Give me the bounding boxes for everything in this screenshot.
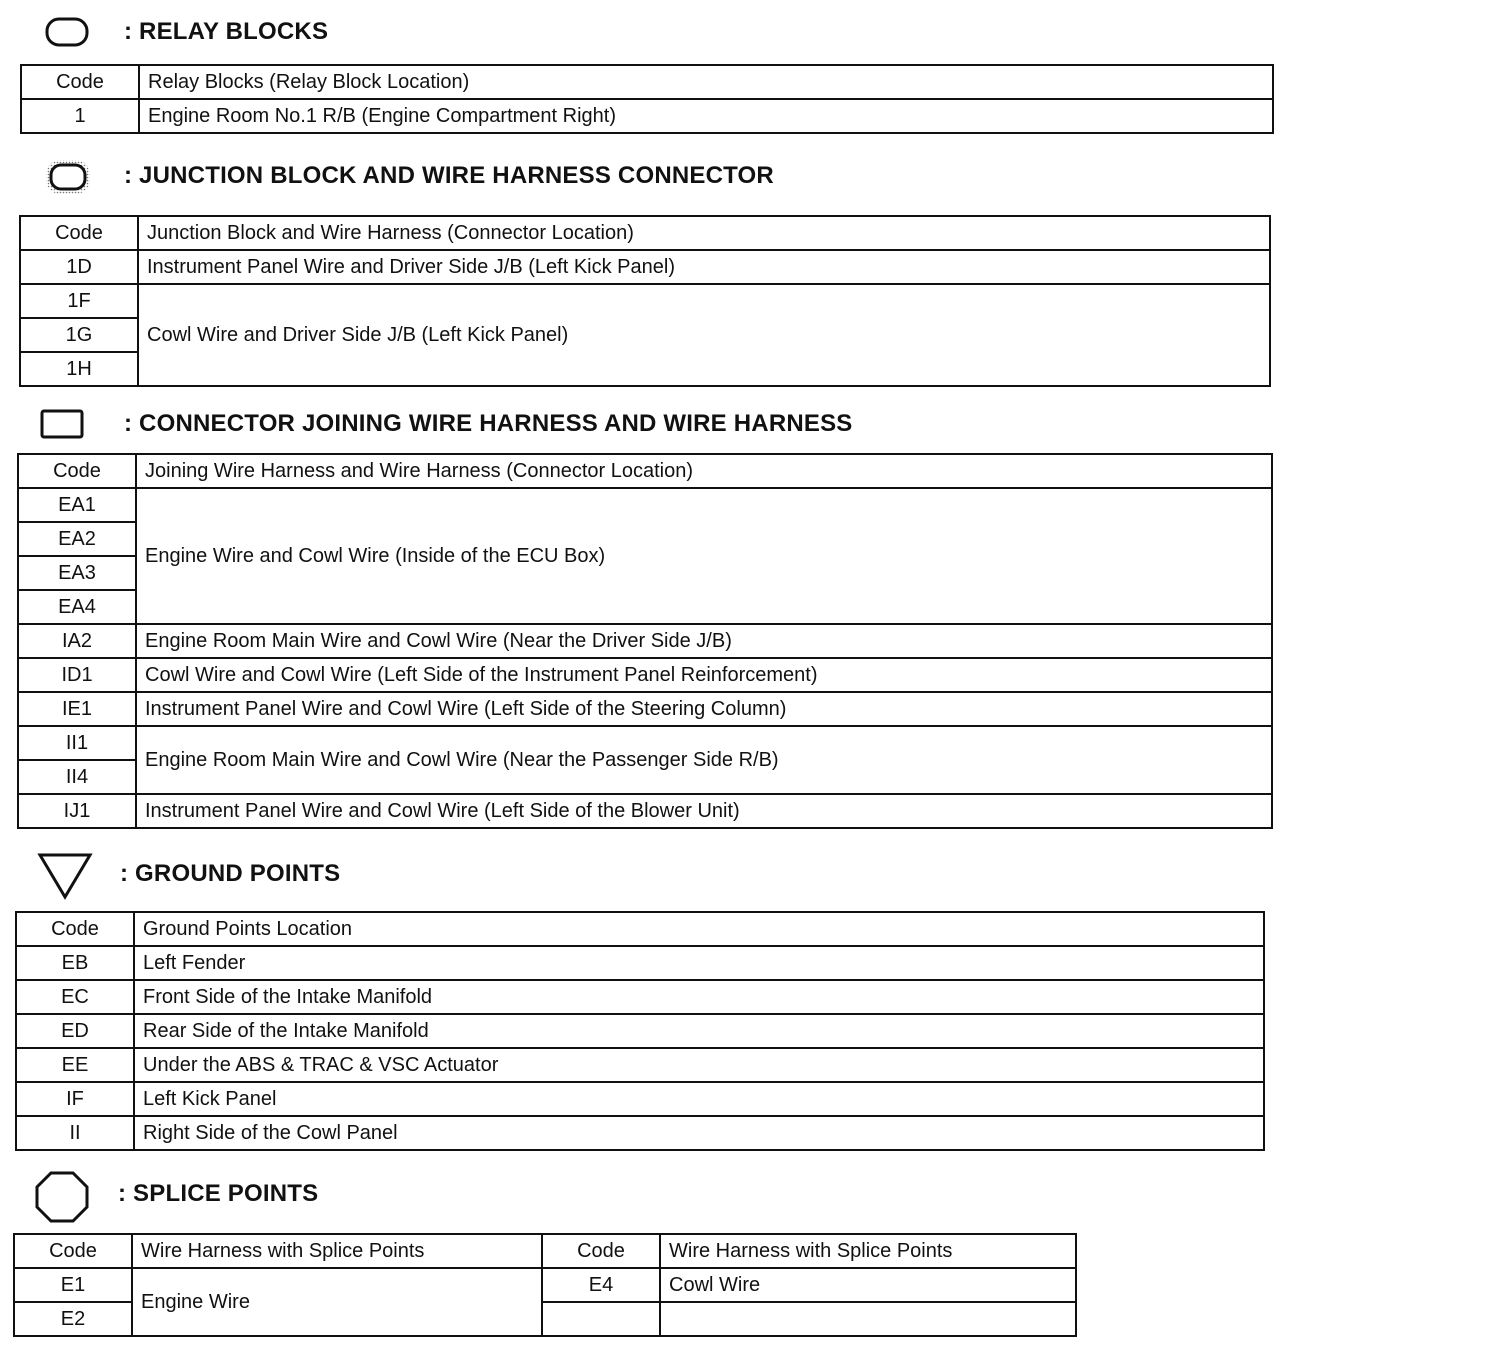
relay-blocks-table [20, 64, 1274, 134]
table-row [18, 488, 1272, 522]
section-title: : RELAY BLOCKS [124, 18, 329, 45]
code-cell: EE [16, 1048, 134, 1082]
code-cell: IF [16, 1082, 134, 1116]
code-cell: EB [16, 946, 134, 980]
code-cell: II [16, 1116, 134, 1150]
description-cell: Left Fender [134, 946, 1264, 980]
code-cell: EA4 [18, 590, 136, 624]
code-cell: ED [16, 1014, 134, 1048]
section-title: : GROUND POINTS [120, 860, 341, 887]
code-cell: E1 [14, 1268, 132, 1302]
code-cell: II1 [18, 726, 136, 760]
description-header: Ground Points Location [134, 912, 1264, 946]
table-row [16, 1116, 1264, 1150]
junction-block-heading [40, 154, 940, 198]
description-cell: Right Side of the Cowl Panel [134, 1116, 1264, 1150]
code-cell: ID1 [18, 658, 136, 692]
table-row [18, 726, 1272, 760]
code-cell: IE1 [18, 692, 136, 726]
description-cell: Under the ABS & TRAC & VSC Actuator [134, 1048, 1264, 1082]
code-cell: 1D [20, 250, 138, 284]
description-cell: Instrument Panel Wire and Cowl Wire (Left Side of the Blower Unit) [136, 794, 1272, 828]
table-row [18, 658, 1272, 692]
table-row [18, 794, 1272, 828]
code-cell: 1H [20, 352, 138, 386]
junction-block-table [19, 215, 1271, 387]
section-title: : SPLICE POINTS [118, 1180, 319, 1207]
down-triangle-icon [36, 852, 94, 902]
description-cell: Rear Side of the Intake Manifold [134, 1014, 1264, 1048]
code-cell: EA1 [18, 488, 136, 522]
table-row [16, 1014, 1264, 1048]
table-row [14, 1268, 1076, 1302]
code-header: Code [14, 1234, 132, 1268]
description-cell: Engine Room Main Wire and Cowl Wire (Near the Driver Side J/B) [136, 624, 1272, 658]
ground-points-heading [36, 852, 636, 896]
table-row [20, 250, 1270, 284]
splice-points-table [13, 1233, 1077, 1337]
rounded-rectangle-icon [44, 16, 90, 50]
description-cell: Left Kick Panel [134, 1082, 1264, 1116]
table-row [21, 99, 1273, 133]
table-header-row [14, 1234, 1076, 1268]
table-row [16, 946, 1264, 980]
description-cell: Engine Wire [132, 1268, 542, 1336]
connector-joining-heading [40, 402, 940, 446]
code-cell: EA2 [18, 522, 136, 556]
code-header: Code [21, 65, 139, 99]
rectangle-icon [40, 408, 86, 442]
code-cell: EA3 [18, 556, 136, 590]
code-header: Code [20, 216, 138, 250]
description-cell [660, 1302, 1076, 1336]
description-cell: Front Side of the Intake Manifold [134, 980, 1264, 1014]
table-header-row [21, 65, 1273, 99]
description-cell: Instrument Panel Wire and Cowl Wire (Left Side of the Steering Column) [136, 692, 1272, 726]
code-cell: IA2 [18, 624, 136, 658]
description-header: Relay Blocks (Relay Block Location) [139, 65, 1273, 99]
description-header: Junction Block and Wire Harness (Connector Location) [138, 216, 1270, 250]
code-header: Code [542, 1234, 660, 1268]
code-cell: 1 [21, 99, 139, 133]
code-header: Code [16, 912, 134, 946]
code-cell [542, 1302, 660, 1336]
connector-joining-table [17, 453, 1273, 829]
description-cell: Engine Room No.1 R/B (Engine Compartment Right) [139, 99, 1273, 133]
table-header-row [16, 912, 1264, 946]
section-title: : CONNECTOR JOINING WIRE HARNESS AND WIRE HARNESS [124, 410, 853, 437]
description-cell: Cowl Wire and Cowl Wire (Left Side of the Instrument Panel Reinforcement) [136, 658, 1272, 692]
table-header-row [20, 216, 1270, 250]
shaded-rounded-rectangle-icon [44, 158, 94, 198]
table-row [16, 1082, 1264, 1116]
code-cell: E4 [542, 1268, 660, 1302]
code-cell: 1G [20, 318, 138, 352]
table-row [20, 284, 1270, 318]
code-cell: E2 [14, 1302, 132, 1336]
description-cell: Engine Wire and Cowl Wire (Inside of the ECU Box) [136, 488, 1272, 624]
table-row [16, 980, 1264, 1014]
section-title: : JUNCTION BLOCK AND WIRE HARNESS CONNECTOR [124, 162, 774, 189]
code-cell: EC [16, 980, 134, 1014]
description-cell: Instrument Panel Wire and Driver Side J/B (Left Kick Panel) [138, 250, 1270, 284]
description-header: Joining Wire Harness and Wire Harness (Connector Location) [136, 454, 1272, 488]
code-cell: 1F [20, 284, 138, 318]
description-header: Wire Harness with Splice Points [132, 1234, 542, 1268]
splice-points-heading [34, 1172, 634, 1216]
description-cell: Cowl Wire [660, 1268, 1076, 1302]
octagon-icon [34, 1170, 90, 1224]
table-header-row [18, 454, 1272, 488]
relay-blocks-heading [40, 10, 640, 54]
table-row [18, 692, 1272, 726]
ground-points-table [15, 911, 1265, 1151]
description-header: Wire Harness with Splice Points [660, 1234, 1076, 1268]
code-cell: II4 [18, 760, 136, 794]
code-cell: IJ1 [18, 794, 136, 828]
description-cell: Cowl Wire and Driver Side J/B (Left Kick Panel) [138, 284, 1270, 386]
description-cell: Engine Room Main Wire and Cowl Wire (Near the Passenger Side R/B) [136, 726, 1272, 794]
table-row [18, 624, 1272, 658]
table-row [16, 1048, 1264, 1082]
code-header: Code [18, 454, 136, 488]
